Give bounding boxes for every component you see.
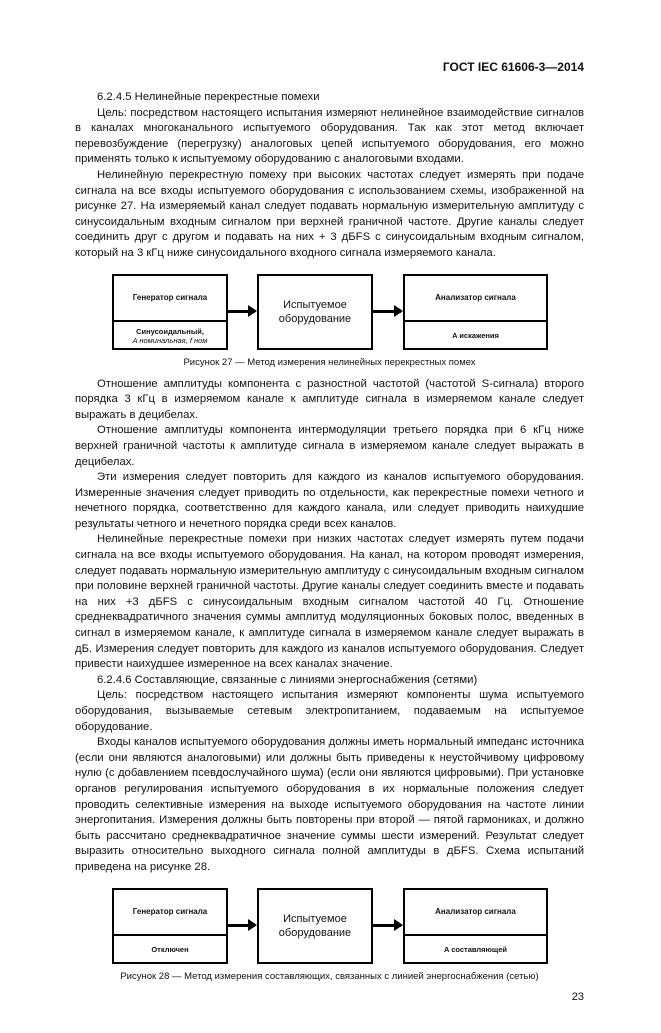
paragraph: Нелинейные перекрестные помехи при низких частотах следует измерять путем подачи сигнала на все входы испытуемого оборудования. На канал, на котором проводят измерения, следует подавать нормальную измерительную амплитуду с синусоидальным входным сигналом при половине верхней граничной частоты. Другие каналы следует соединить вместе и подавать на них +3 дБFS с синусоидальным входным сигналом частотой 40 Гц. Отношение среднеквадратичного значения суммы амплитуд модуляционных боковых полос, введенных в сигнал в измеряемом канале, к амплитуде сигнала в измеряемом канале следует выражать в дБ. Измерения следует повторить для каждого из каналов испытуемого оборудования. Следует привести наихудшее измеренное на всех каналах значение. <box>75 533 584 671</box>
analyzer-label: Анализатор сигнала <box>405 890 546 936</box>
arrow-icon <box>373 310 401 313</box>
generator-settings <box>114 322 226 350</box>
text-block-1 <box>75 90 584 262</box>
signal-analyzer-block <box>403 274 548 350</box>
section-heading: 6.2.4.6 Составляющие, связанные с линиями энергоснабжения (сетями) <box>97 673 478 686</box>
arrow-icon <box>228 310 255 313</box>
analyzer-param: A искажения <box>452 331 499 341</box>
paragraph: Цель: посредством настоящего испытания измеряют компоненты шума испытуемого оборудования, вызываемые сетевым электропитанием, подаваемым на испытуемое оборудование. <box>75 689 584 733</box>
paragraph: Нелинейную перекрестную помеху при высоких частотах следует измерять при подаче сигнала на все входы испытуемого оборудования с использованием схемы, изображенной на рисунке 27. На измеряемый канал следует подавать нормальную измерительную амплитуду с синусоидальным входным сигналом при верхней граничной частоте. Другие каналы следует соединить друг с другом и подавать на них + 3 дБFS с синусоидальным входным сигналом, который на 3 кГц ниже синусоидального входного сигнала измеряемого канала. <box>75 168 584 259</box>
figure-27-diagram <box>112 274 548 350</box>
generator-mode: Отключен <box>151 945 189 955</box>
text-block-2 <box>75 377 584 876</box>
generator-label: Генератор сигнала <box>114 276 226 322</box>
figure-27-caption: Рисунок 27 — Метод измерения нелинейных перекрестных помех <box>183 356 476 368</box>
arrow-icon <box>373 924 401 927</box>
analyzer-label: Анализатор сигнала <box>405 276 546 322</box>
generator-mode: Синусоидальный, <box>136 326 204 336</box>
paragraph: Эти измерения следует повторить для каждого из каналов испытуемого оборудования. Измеренные значения следует приводить по отдельности, как перекрестные помехи четного и нечетного порядка, соответственно для каждого канала, или следует приводить наихудшие результаты четного и нечетного порядка среди всех каналов. <box>75 471 584 530</box>
signal-analyzer-block <box>403 888 548 964</box>
page-number: 23 <box>571 990 584 1003</box>
arrow-icon <box>228 924 255 927</box>
paragraph: Цель: посредством настоящего испытания измеряют нелинейное взаимодействие сигналов в каналах многоканального испытуемого оборудования. Так как этот метод включает перевозбуждение (перегрузку) аналоговых цепей испытуемого оборудования, его можно применять только к испытуемому оборудованию с аналоговыми входами. <box>75 106 584 166</box>
document-header: ГОСТ IEC 61606-3—2014 <box>442 60 584 74</box>
figure-28-caption: Рисунок 28 — Метод измерения составляющих, связанных с линией энергоснабжения (сетью) <box>120 970 539 982</box>
dut-block: Испытуемое оборудование <box>257 888 373 964</box>
generator-params: A номинальная, f ном <box>132 335 208 345</box>
paragraph: Отношение амплитуды компонента с разностной частотой (частотой S-сигнала) второго порядка 3 кГц в измеряемом канале к амплитуде сигнала в измеряемом канале следует выражать в децибелах. <box>75 377 584 421</box>
paragraph: Входы каналов испытуемого оборудования должны иметь нормальный импеданс источника (если они являются аналоговыми) или должны быть приведены к неустойчивому цифровому нулю (с добавлением псевдослучайного шума) (если они являются цифровыми). При установке органов регулирования испытуемого оборудования в их нормальные положения следует проводить селективные измерения на выходе испытуемого оборудования на частоте линии энергопитания. Измерения должны быть повторены при второй — пятой гармониках, и должно быть рассчитано среднеквадратичное значение суммы шести измерений. Результат следует выразить относительно выходного сигнала полной амплитуды в дБFS. Схема испытаний приведена на рисунке 28. <box>75 736 584 873</box>
dut-block: Испытуемое оборудование <box>257 274 373 350</box>
analyzer-param: A составляющей <box>443 945 508 955</box>
paragraph: Отношение амплитуды компонента интермодуляции третьего порядка при 6 кГц ниже верхней граничной частоты к амплитуде сигнала в измеряемом канале следует выражать в децибелах. <box>75 424 584 468</box>
figure-28-diagram <box>112 888 548 964</box>
signal-generator-block <box>112 888 228 964</box>
signal-generator-block <box>112 274 228 350</box>
section-heading: 6.2.4.5 Нелинейные перекрестные помехи <box>97 91 320 103</box>
generator-label: Генератор сигнала <box>114 890 226 936</box>
